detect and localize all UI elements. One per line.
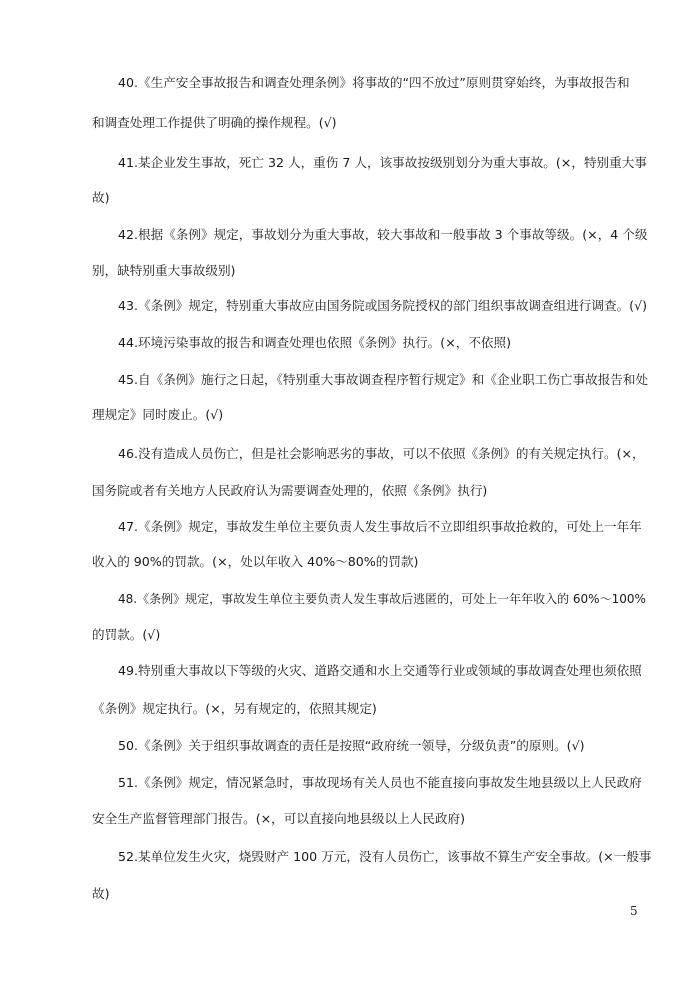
item-52-line-1: 52.某单位发生火灾，烧毁财产 100 万元，没有人员伤亡，该事故不算生产安全事故。(×一般事 xyxy=(118,849,652,864)
item-47-line-2: 收入的 90%的罚款。(×，处以年收入 40%～80%的罚款) xyxy=(92,554,419,569)
item-48-line-2: 的罚款。(√) xyxy=(92,627,161,642)
item-51-line-2: 安全生产监督管理部门报告。(×，可以直接向地县级以上人民政府) xyxy=(92,811,466,826)
item-44-line-1: 44.环境污染事故的报告和调查处理也依照《条例》执行。(×，不依照) xyxy=(118,335,512,350)
item-52-line-2: 故) xyxy=(92,886,110,901)
item-50-line-1: 50.《条例》关于组织事故调查的责任是按照“政府统一领导，分级负责”的原则。(√) xyxy=(118,738,585,753)
item-46-line-1: 46.没有造成人员伤亡，但是社会影响恶劣的事故，可以不依照《条例》的有关规定执行。(×， xyxy=(118,446,645,461)
item-48-line-1: 48.《条例》规定，事故发生单位主要负责人发生事故后逃匿的，可处上一年年收入的 60%～100% xyxy=(118,592,646,606)
item-49-line-1: 49.特别重大事故以下等级的火灾、道路交通和水上交通等行业或领域的事故调查处理也须依照 xyxy=(118,663,642,678)
page-number: 5 xyxy=(630,904,638,918)
item-40-line-1: 40.《生产安全事故报告和调查处理条例》将事故的“四不放过”原则贯穿始终，为事故报告和 xyxy=(118,75,630,90)
item-45-line-2: 理规定》同时废止。(√) xyxy=(92,407,224,422)
item-42-line-1: 42.根据《条例》规定，事故划分为重大事故，较大事故和一般事故 3 个事故等级。(×，4 个级 xyxy=(118,227,648,242)
item-45-line-1: 45.自《条例》施行之日起，《特别重大事故调查程序暂行规定》和《企业职工伤亡事故报告和处 xyxy=(118,372,649,387)
item-46-line-2: 国务院或者有关地方人民政府认为需要调查处理的，依照《条例》执行) xyxy=(92,483,488,498)
item-42-line-2: 别，缺特别重大事故级别) xyxy=(92,263,236,278)
item-51-line-1: 51.《条例》规定，情况紧急时，事故现场有关人员也不能直接向事故发生地县级以上人民政府 xyxy=(118,775,642,790)
item-47-line-1: 47.《条例》规定，事故发生单位主要负责人发生事故后不立即组织事故抢救的，可处上一年年 xyxy=(118,519,642,534)
item-40-line-2: 和调查处理工作提供了明确的操作规程。(√) xyxy=(92,115,337,130)
item-49-line-2: 《条例》规定执行。(×，另有规定的，依照其规定) xyxy=(92,701,377,716)
item-41-line-2: 故) xyxy=(92,190,110,205)
item-41-line-1: 41.某企业发生事故，死亡 32 人，重伤 7 人，该事故按级别划分为重大事故。(×，特别重大事 xyxy=(118,155,647,170)
item-43-line-1: 43.《条例》规定，特别重大事故应由国务院或国务院授权的部门组织事故调查组进行调查。(√) xyxy=(118,298,648,313)
